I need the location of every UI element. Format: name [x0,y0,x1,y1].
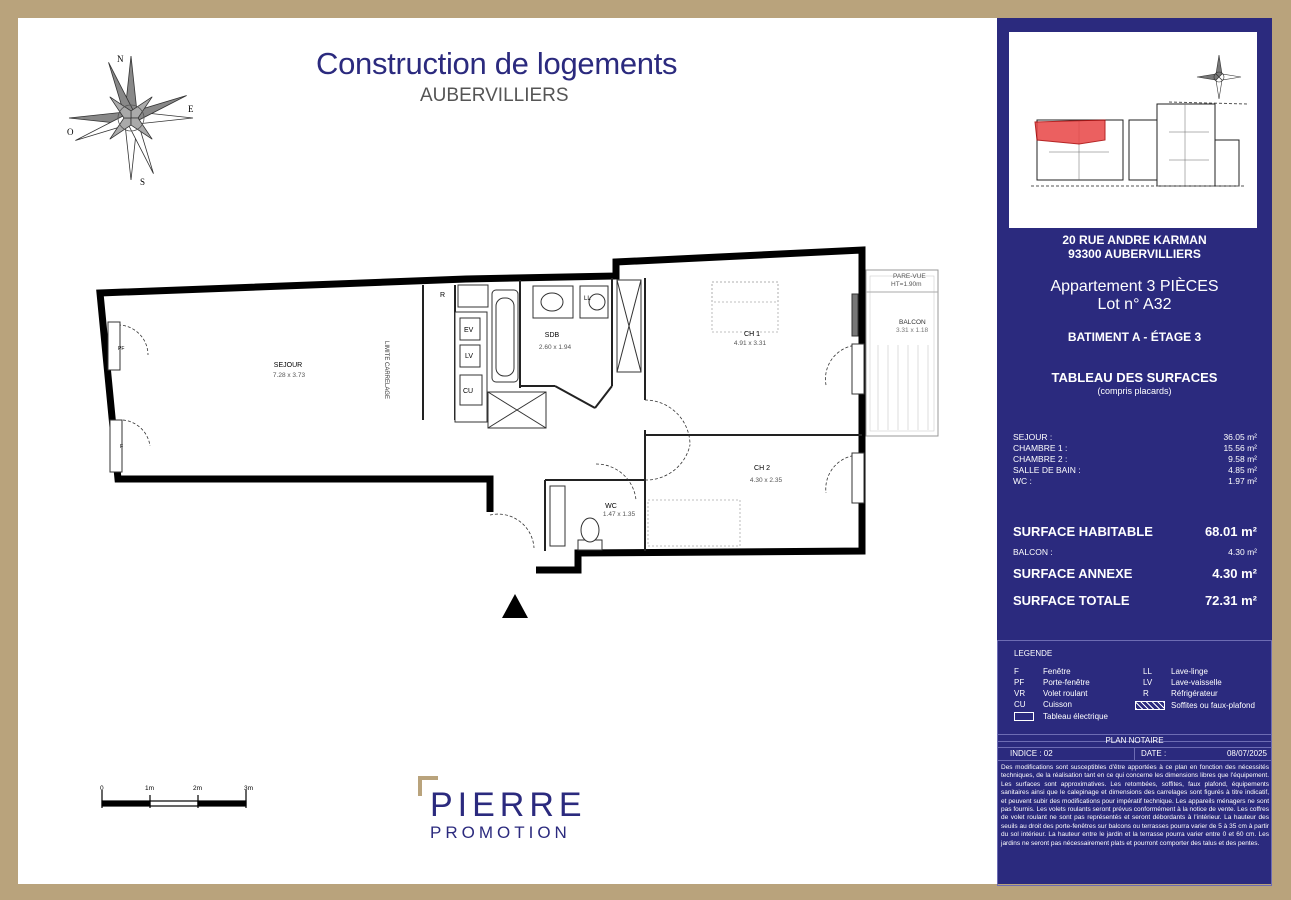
legend-label: Tableau électrique [1043,712,1108,721]
address-line2: 93300 AUBERVILLIERS [1068,247,1201,261]
compass-rose-icon [53,40,209,196]
pf-label: PF [118,346,125,352]
legend-box [997,640,1272,742]
legend-title: LEGENDE [1014,649,1053,658]
logo-line2: PROMOTION [430,823,571,842]
surface-row [1013,454,1257,464]
legend-code: VR [1014,689,1026,698]
fridge-label: R [440,292,446,299]
lot-highlight [1035,120,1105,144]
balcon-row [1013,547,1257,557]
notaire-indice: INDICE : 02 [1010,749,1053,758]
legend-label: Volet roulant [1043,689,1088,698]
surface-label: SEJOUR : [1013,432,1053,442]
scale-2: 2m [193,785,203,792]
compass-n: N [117,54,124,64]
surface-value: 15.56 m² [1223,443,1257,453]
surfaces-table-title: TABLEAU DES SURFACES [1051,370,1218,385]
ll-label: LL [584,296,591,302]
soffite-hatch-icon [1135,701,1165,710]
surface-totale-row [1013,593,1257,608]
bathroom-fixtures [488,280,641,428]
site-plan-drawing [1009,32,1257,228]
electric-panel-icon [1014,712,1034,721]
legend-label: Réfrigérateur [1171,689,1218,698]
surface-row [1013,476,1257,486]
apartment-type: Appartement 3 PIÈCES [1050,278,1219,295]
room-ch1: CH 1 [744,331,760,338]
room-sejour: SEJOUR [273,362,303,369]
pare-vue-label: PARE-VUE [893,273,926,280]
room-ch2: CH 2 [754,465,770,472]
room-ch1-dim: 4.91 x 3.31 [733,340,767,347]
legend-label: Cuisson [1043,700,1072,709]
legend-label: Fenêtre [1043,667,1071,676]
compass-o: O [67,127,74,137]
room-wc: WC [605,503,617,510]
surface-totale-value: 72.31 m² [1204,593,1257,608]
mini-compass-icon [1197,55,1241,99]
surface-row [1013,465,1257,475]
legend-code: CU [1014,700,1026,709]
legend-label: Soffites ou faux-plafond [1171,701,1255,710]
legend-label: Lave-vaisselle [1171,678,1222,687]
surface-habitable-value: 68.01 m² [1204,524,1257,539]
surface-value: 4.85 m² [1228,465,1257,475]
surfaces-table-subtitle: (compris placards) [1097,386,1172,396]
surface-value: 1.97 m² [1228,476,1257,486]
notaire-divider [1134,748,1135,760]
page-subtitle: AUBERVILLIERS [420,85,569,106]
notaire-title: PLAN NOTAIRE [998,735,1271,748]
ev-label: EV [464,327,474,334]
compass-e: E [188,104,194,114]
legend-code: LL [1143,667,1152,676]
info-sidebar [997,18,1272,884]
balcon-label: BALCON [899,319,926,326]
surface-row [1013,443,1257,453]
legend-label: Lave-linge [1171,667,1208,676]
surface-habitable-label: SURFACE HABITABLE [1013,524,1153,539]
wc-fixtures [550,486,602,550]
surface-row [1013,432,1257,442]
site-plan-thumbnail [1009,32,1257,228]
room-sdb-dim: 2.60 x 1.94 [538,344,572,351]
room-sdb: SDB [544,332,560,339]
surface-annexe-value: 4.30 m² [1212,566,1257,581]
balcon-row-value: 4.30 m² [1228,547,1257,557]
notaire-index-row [998,748,1271,761]
surface-label: SALLE DE BAIN : [1013,465,1081,475]
surface-habitable-row [1013,524,1257,539]
lv-label: LV [465,353,474,360]
bed-outlines [648,282,778,546]
legend-code: LV [1143,678,1153,687]
scale-bar [102,790,246,808]
surface-label: WC : [1013,476,1032,486]
scale-3: 3m [244,785,254,792]
legend-label: Porte-fenêtre [1043,678,1090,687]
surface-totale-label: SURFACE TOTALE [1013,593,1130,608]
scale-1: 1m [145,785,155,792]
lot-number: Lot n° A32 [1097,296,1172,313]
notaire-date-label: DATE : [1141,749,1167,758]
surface-value: 9.58 m² [1228,454,1257,464]
legend-code: F [1014,667,1019,676]
surface-value: 36.05 m² [1223,432,1257,442]
cu-label: CU [463,388,474,395]
address-line1: 20 RUE ANDRE KARMAN [1062,233,1207,247]
legend-code: PF [1014,678,1025,687]
legend-code: R [1143,689,1149,698]
building-floor: BATIMENT A - ÉTAGE 3 [1067,330,1202,344]
surface-annexe-label: SURFACE ANNEXE [1013,566,1133,581]
logo-line1: PIERRE [430,786,587,824]
entrance-arrow-icon [502,594,528,618]
scale-0: 0 [100,785,104,792]
balcon-row-label: BALCON : [1013,547,1053,557]
notaire-box [997,734,1272,886]
notaire-date: 08/07/2025 [1226,749,1267,758]
pare-vue-height: HT=1.90m [891,281,922,288]
compass-s: S [140,177,146,187]
limite-carrelage-label: LIMITE CARRELAGE [383,341,389,400]
surface-label: CHAMBRE 1 : [1013,443,1068,453]
doors [118,325,858,548]
f-label: F [120,444,124,450]
room-sejour-dim: 7.28 x 3.73 [272,372,306,379]
room-wc-dim: 1.47 x 1.35 [602,511,636,518]
balcon-dim: 3.31 x 1.18 [896,327,929,334]
room-ch2-dim: 4.30 x 2.35 [749,477,783,484]
balcony [866,270,938,436]
page-title: Construction de logements [316,46,678,81]
surface-label: CHAMBRE 2 : [1013,454,1068,464]
notaire-disclaimer: Des modifications sont susceptibles d'être apportées à ce plan en fonction des nécessités techniques, de la réalisation tant en ce qui concerne les dimensions libres que l'équipement. Les surfaces sont approximatives. Les retombées, soffites, faux plafond, équipements sanitaires ainsi que le calepinage et dimensions des carrelages sont figurés à titre indicatif, et peuvent subir des modifications pour impératif technique. Les appareils ménagers ne sont pas fournis. Les volets roulants seront prévus conformément à la notice de vente. Les coffres de volet roulant ne sont pas représentés et seront débordants à l'intérieur. La hauteur des seuils au droit des porte-fenêtres sur balcons ou terrasses pourra varier de 5 à 35 cm à partir du sol intérieur. La hauteur entre le jardin et la terrasse pourra varier entre 0 et 60 cm. Les jardins ne seront pas nécessairement plats et pourront comporter des talus et des pentes. [1001,764,1269,847]
surface-annexe-row [1013,566,1257,581]
